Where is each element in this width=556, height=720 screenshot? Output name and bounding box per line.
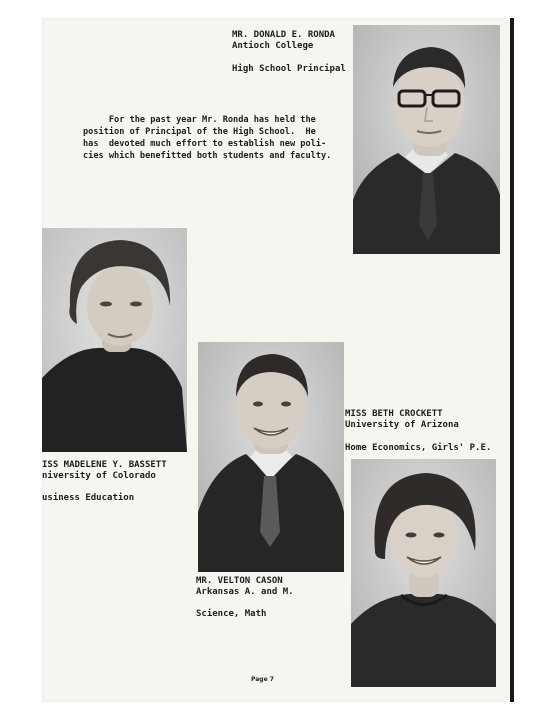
principal-paragraph-line-1: For the past year Mr. Ronda has held the — [83, 115, 316, 125]
cason-subject: Science, Math — [196, 609, 267, 619]
crockett-subject: Home Economics, Girls' P.E. — [345, 443, 492, 453]
principal-paragraph-line-4: cies which benefitted both students and faculty. — [83, 151, 332, 161]
principal-portrait-photo — [353, 25, 500, 254]
principal-school: Antioch College — [232, 41, 314, 51]
bassett-portrait-photo — [42, 228, 187, 452]
crockett-portrait-photo — [351, 459, 496, 687]
principal-title: High School Principal — [232, 64, 346, 74]
cason-school: Arkansas A. and M. — [196, 587, 294, 597]
principal-paragraph-line-3: has devoted much effort to establish new poli- — [83, 139, 327, 149]
cason-portrait-photo — [198, 342, 344, 572]
page-number: Page 7 — [251, 676, 274, 683]
crockett-school: University of Arizona — [345, 420, 459, 430]
principal-name: MR. DONALD E. RONDA — [232, 30, 335, 40]
cason-name: MR. VELTON CASON — [196, 576, 283, 586]
bassett-school: niversity of Colorado — [42, 471, 156, 481]
principal-paragraph-line-2: position of Principal of the High School. He — [83, 127, 316, 137]
bassett-subject: usiness Education — [42, 493, 135, 503]
bassett-name: ISS MADELENE Y. BASSETT — [42, 460, 167, 470]
crockett-name: MISS BETH CROCKETT — [345, 409, 443, 419]
page-edge-shadow — [510, 18, 514, 702]
